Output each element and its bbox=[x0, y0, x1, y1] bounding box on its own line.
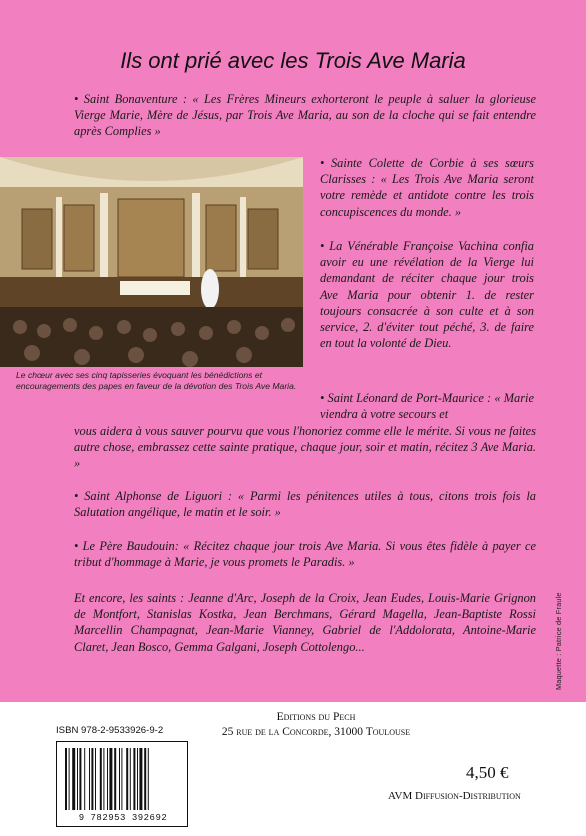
design-credit: Maquette : Patrice de Fraule bbox=[554, 592, 563, 690]
publisher-name: Editions du Pech bbox=[276, 711, 356, 723]
other-saints: Et encore, les saints : Jeanne d'Arc, Joseph de la Croix, Jean Eudes, Louis-Marie Grignon de Montfort, Stanislas Kostka, Jean Berchmans, Gérard Magella, Jean-Baptiste Rossi Marcellin Champagnat, Jean-Marie Vianney, Gabriel de l'Addolorata, Antoine-Marie Claret, Jean Bosco, Gemma Galgani, Joseph Cottolengo... bbox=[74, 591, 536, 654]
quote-alphonse: • Saint Alphonse de Liguori : « Parmi les pénitences utiles à tous, citons trois fois la Salutation angélique, le matin et le soir. » bbox=[74, 489, 536, 520]
barcode bbox=[56, 741, 188, 827]
quote-leonard-start: • Saint Léonard de Port-Maurice : « Marie viendra à votre secours et bbox=[320, 391, 534, 422]
page-title: Ils ont prié avec les Trois Ave Maria bbox=[120, 48, 466, 73]
barcode-bars bbox=[65, 748, 179, 810]
distributor: AVM Diffusion-Distribution bbox=[388, 790, 521, 802]
photo-caption: Le chœur avec ses cinq tapisseries évoquant les bénédictions et encouragements des papes en faveur de la dévotion des Trois Ave Maria. bbox=[16, 370, 297, 391]
church-choir-photo bbox=[0, 157, 303, 367]
price: 4,50 € bbox=[466, 763, 509, 782]
isbn: ISBN 978-2-9533926-9-2 bbox=[56, 725, 164, 736]
publisher-block bbox=[186, 710, 446, 740]
quote-bonaventure: • Saint Bonaventure : « Les Frères Mineurs exhorteront le peuple à saluer la glorieuse Vierge Marie, Mère de Jésus, par Trois Ave Maria, au son de la cloche qui se fait entendre après Complies » bbox=[74, 92, 536, 139]
quote-vachina: • La Vénérable Françoise Vachina confia avoir eu une révélation de la Vierge lui demandant de réciter chaque jour trois Ave Maria pour obtenir 1. de rester toujours consacrée à son culte et à son service, 2. d'éviter tout péché, 3. de faire en tout la volonté de Dieu. bbox=[320, 239, 534, 351]
choir-illustration bbox=[0, 157, 303, 367]
quote-colette: • Sainte Colette de Corbie à ses sœurs Clarisses : « Les Trois Ave Maria seront votre remède et antidote contre les trois concupiscences du monde. » bbox=[320, 156, 534, 219]
quote-leonard-continued: vous aidera à vous sauver pourvu que vous l'honoriez comme elle le mérite. Si vous ne faites autre chose, embrassez cette sainte pratique, chaque jour, soir et matin, récitez 3 Ave Maria. » bbox=[74, 424, 536, 471]
quote-baudouin: • Le Père Baudouin: « Récitez chaque jour trois Ave Maria. Si vous êtes fidèle à payer ce tribut d'hommage à Marie, je vous promets le Paradis. » bbox=[74, 539, 536, 570]
barcode-number: 9 782953 392692 bbox=[78, 813, 168, 823]
publisher-address: 25 rue de la Concorde, 31000 Toulouse bbox=[221, 726, 411, 738]
